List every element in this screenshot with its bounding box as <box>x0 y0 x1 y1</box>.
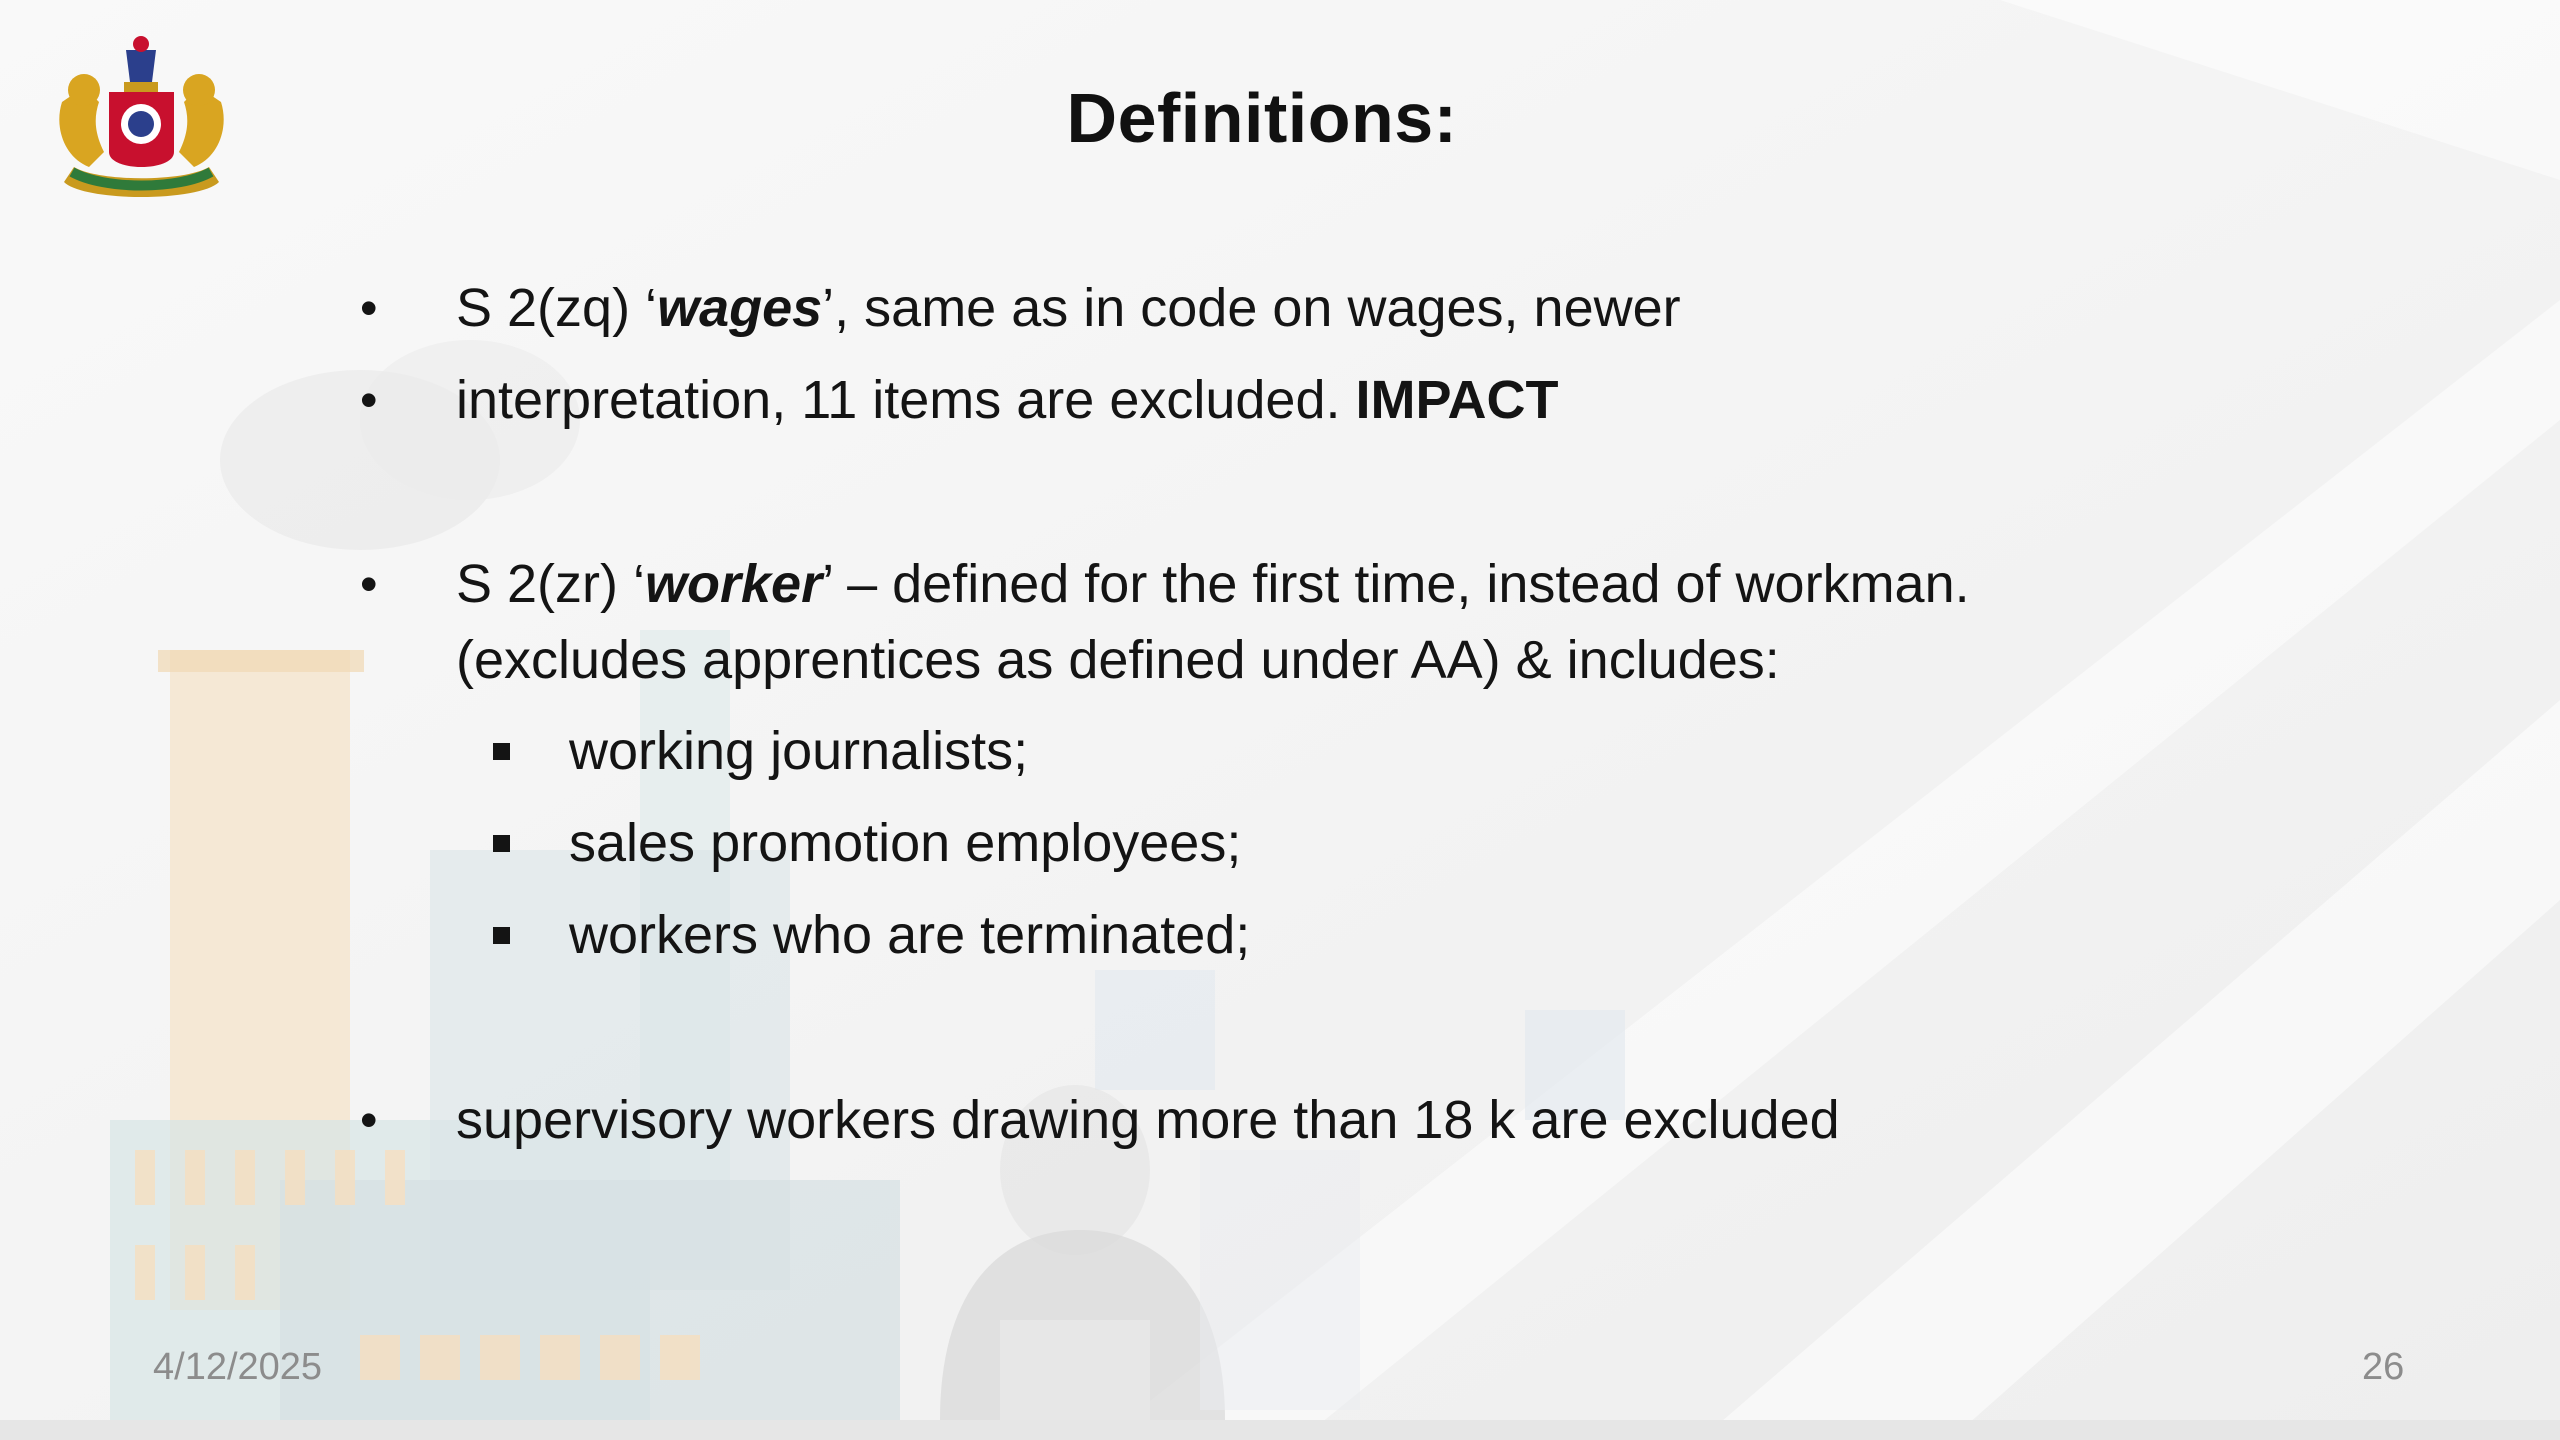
term-worker: worker <box>645 554 823 614</box>
impact-label: IMPACT <box>1355 370 1559 430</box>
square-bullet-icon <box>493 927 510 944</box>
sub-item-terminated: workers who are terminated; <box>569 905 1251 965</box>
bullet-marker: • <box>360 1092 378 1148</box>
bullet-worker-prefix: S 2(zr) ‘ <box>456 554 645 614</box>
term-wages: wages <box>657 278 823 338</box>
square-bullet-icon <box>493 743 510 760</box>
bullet-wages-suffix: ’, same as in code on wages, newer <box>822 278 1681 338</box>
bullet-wages <box>456 276 1681 340</box>
sub-item-journalists: working journalists; <box>569 721 1029 781</box>
slide-number: 26 <box>2362 1346 2405 1388</box>
bullet-interpretation-text: interpretation, 11 items are excluded. <box>456 370 1356 430</box>
bullet-interpretation <box>456 368 1558 432</box>
bullet-wages-prefix: S 2(zq) ‘ <box>456 278 658 338</box>
bullet-worker <box>456 552 1970 616</box>
bullet-marker: • <box>360 372 378 428</box>
bullet-marker: • <box>360 280 378 336</box>
slide-title: Definitions: <box>1066 79 1458 157</box>
sub-item-sales-promotion: sales promotion employees; <box>569 813 1242 873</box>
footer-date: 4/12/2025 <box>153 1346 323 1388</box>
square-bullet-icon <box>493 835 510 852</box>
bullet-supervisory: supervisory workers drawing more than 18 k are excluded <box>456 1090 1840 1150</box>
bullet-marker: • <box>360 556 378 612</box>
bullet-worker-suffix: ’ – defined for the first time, instead of workman. <box>822 554 1970 614</box>
bullet-worker-continuation: (excludes apprentices as defined under AA) & includes: <box>456 630 1780 690</box>
